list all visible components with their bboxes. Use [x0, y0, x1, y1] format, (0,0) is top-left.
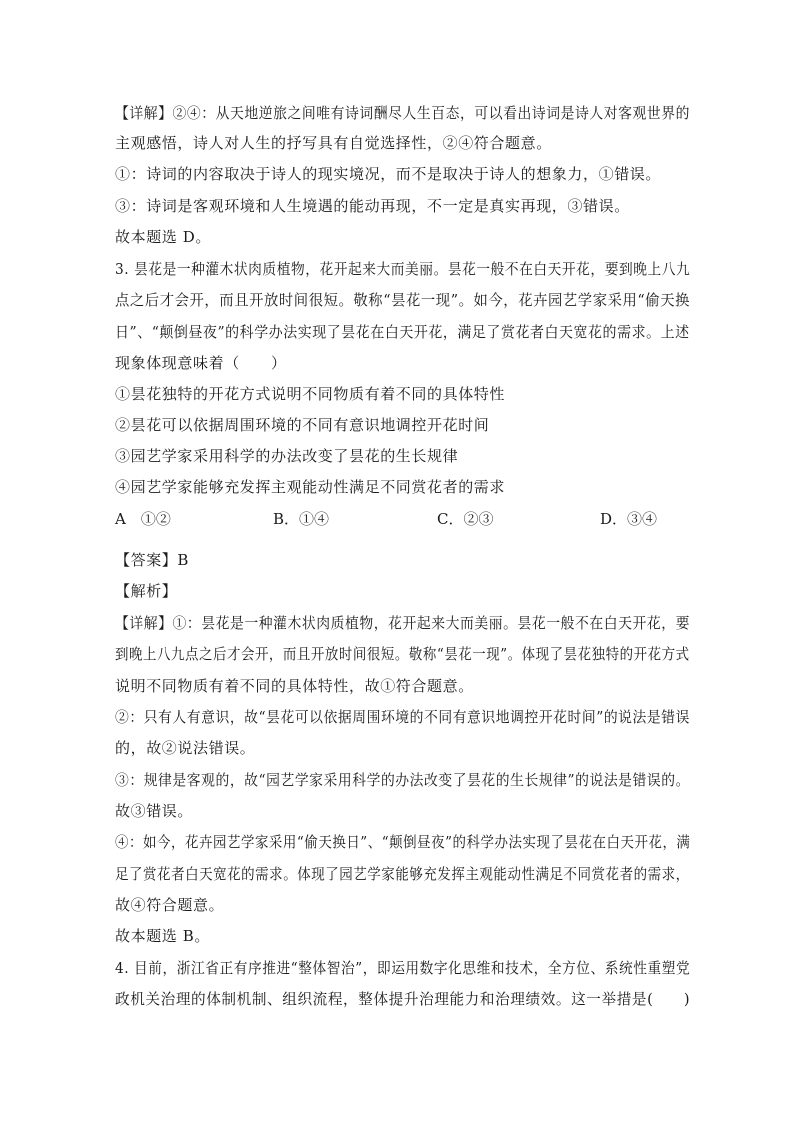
statement-2: ②昙花可以依据周围环境的不同有意识地调控开花时间: [115, 416, 490, 434]
option-b: B．①④: [273, 510, 330, 528]
text-line: 【详解】①：昙花是一种灌木状肉质植物，花开起来大而美丽。昙花一般不在白天开花，要: [115, 614, 691, 632]
text-line: 故④符合题意。: [115, 896, 225, 914]
text-line: 点之后才会开，而且开放时间很短。敬称“昙花一现”。如今，花卉园艺学家采用“偷天换: [115, 291, 691, 309]
text-line: ③：规律是客观的，故“园艺学家采用科学的办法改变了昙花的生长规律”的说法是错误的。: [115, 771, 690, 789]
text-line: 【详解】②④：从天地逆旅之间唯有诗词酬尽人生百态，可以看出诗词是诗人对客观世界的: [115, 104, 691, 122]
text-line: ③：诗词是客观环境和人生境遇的能动再现，不一定是真实再现，③错误。: [115, 197, 630, 215]
statement-4: ④园艺学家能够充发挥主观能动性满足不同赏花者的需求: [115, 478, 506, 496]
question-3-stem: 3. 昙花是一种灌木状肉质植物，花开起来大而美丽。昙花一般不在白天开花，要到晚上八九: [115, 260, 691, 278]
statement-3: ③园艺学家采用科学的办法改变了昙花的生长规律: [115, 447, 459, 465]
text-line: 主观感悟，诗人对人生的抒写具有自觉选择性，②④符合题意。: [115, 134, 552, 152]
statement-1: ①昙花独特的开花方式说明不同物质有着不同的具体特性: [115, 385, 506, 403]
answer-label: 【答案】B: [115, 551, 190, 569]
option-d: D．③④: [600, 510, 658, 528]
text-line: 故本题选 B。: [115, 927, 210, 945]
text-line: 政机关治理的体制机制、组织流程，整体提升治理能力和治理绩效。这一举措是( ): [115, 990, 691, 1008]
text-line: 足了赏花者白天宽花的需求。体现了园艺学家能够充发挥主观能动性满足不同赏花者的需求，: [115, 865, 690, 883]
text-line: 故本题选 D。: [115, 228, 211, 246]
text-line: 的，故②说法错误。: [115, 739, 256, 757]
question-4-stem: 4. 目前，浙江省正有序推进“整体智治”，即运用数字化思维和技术，全方位、系统性重塑党: [115, 959, 691, 977]
text-line: ①：诗词的内容取决于诗人的现实境况，而不是取决于诗人的想象力，①错误。: [115, 165, 662, 183]
option-c: C．②③: [437, 510, 494, 528]
text-line: ②：只有人有意识，故“昙花可以依据周围环境的不同有意识地调控开花时间”的说法是错误: [115, 708, 690, 726]
text-line: 到晚上八九点之后才会开，而且开放时间很短。敬称“昙花一现”。体现了昙花独特的开花方式: [115, 645, 690, 663]
text-line: 说明不同物质有着不同的具体特性，故①符合题意。: [115, 677, 474, 695]
option-a: A ①②: [115, 510, 171, 528]
analysis-label: 【解析】: [115, 582, 178, 600]
text-line: 日”、“颠倒昼夜”的科学办法实现了昙花在白天开花，满足了赏花者白天宽花的需求。上述: [115, 323, 690, 341]
text-line: ④：如今，花卉园艺学家采用“偷天换日”、“颠倒昼夜”的科学办法实现了昙花在白天开花，满: [115, 833, 691, 851]
text-line: 现象体现意味着（ ）: [115, 354, 287, 372]
text-line: 故③错误。: [115, 802, 194, 820]
